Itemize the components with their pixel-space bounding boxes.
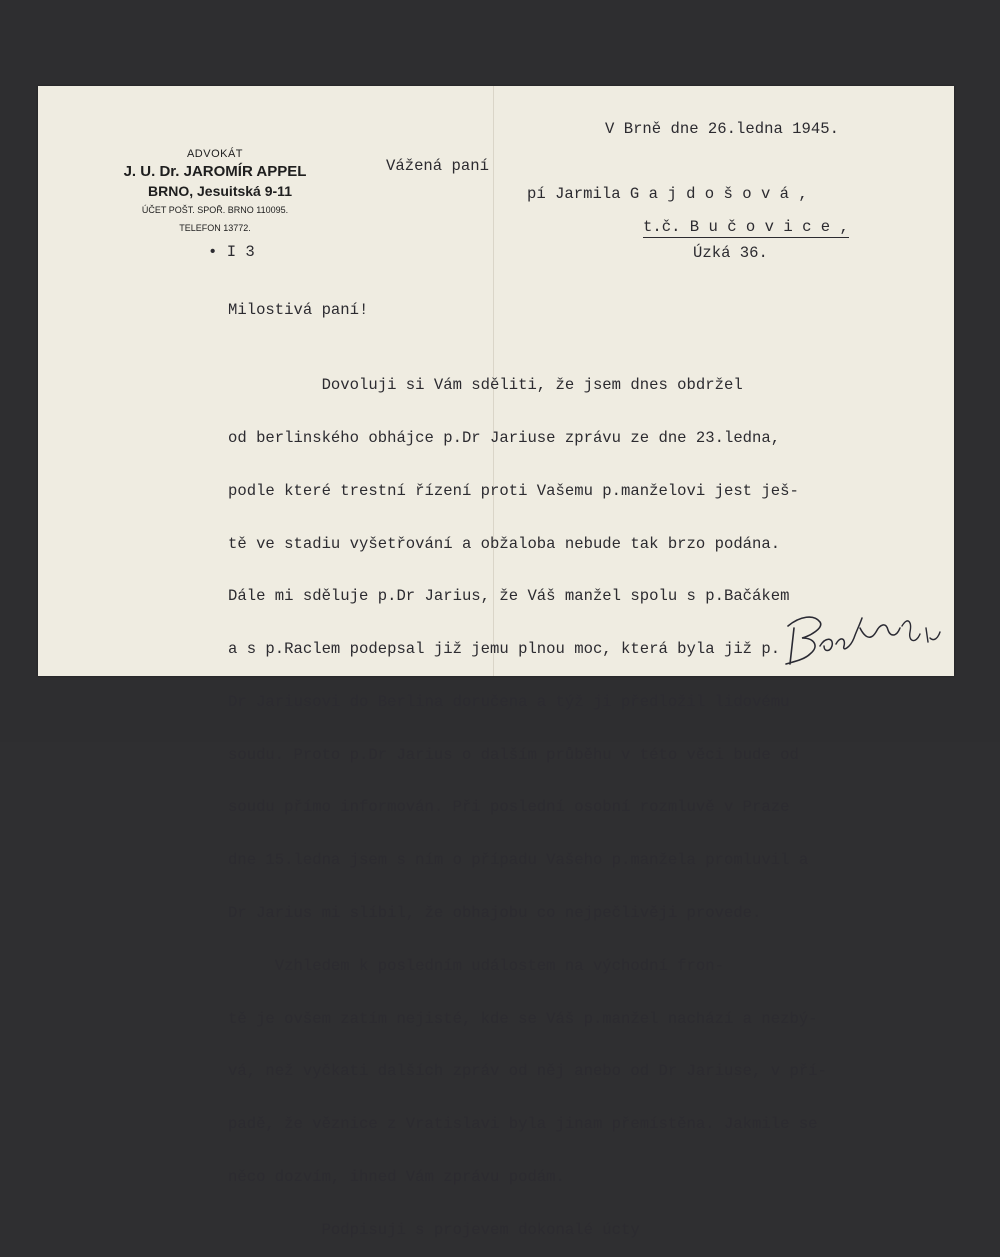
body-line: soudu přímo informován. Při poslední osobní rozmluvě v Praze (228, 798, 790, 817)
recipient-name: pí Jarmila G a j d o š o v á , (527, 185, 808, 203)
body-line: Dr Jariusovi do Berlina doručena a týž ji předložil lidovému (228, 692, 790, 711)
body-line: tě ve stadiu vyšetřování a obžaloba nebude tak brzo podána. (228, 534, 781, 553)
recipient-street: Úzká 36. (693, 244, 768, 262)
recipient-place (643, 219, 849, 236)
body-line: dne 15.ledna jsem s ním o případu Vašeho p.manžela promluvil a (228, 851, 809, 870)
salutation-top: Vážená paní (386, 157, 489, 175)
body-line: podle které trestní řízení proti Vašemu p.manželovi jest ješ- (228, 481, 799, 500)
body-line: Dovoluji si Vám sděliti, že jsem dnes obdržel (228, 376, 743, 395)
date-line: V Brně dne 26.ledna 1945. (605, 120, 839, 138)
body-line: Podpisuji s projevem dokonalé úcty (228, 1220, 640, 1239)
body-line: vá, než vyčkati dalších zpráv od něj anebo od Dr Jariuse, v pří- (228, 1062, 827, 1081)
body-line: Dr Jarius mi slíbil, že obhajobu co nejpečlivěji provede. (228, 904, 762, 922)
body-line: padě, že věznice z Vratislavi byla jinam přemístěna. Jakmile se (228, 1115, 818, 1134)
letter-body (228, 342, 827, 1257)
body-line: soudu. Proto p.Dr Jarius o dalším průběhu v této věci bude od (228, 745, 799, 764)
reference-number: • I 3 (208, 243, 255, 261)
letterhead-account: ÚČET POŠT. SPOŘ. BRNO 110095. (141, 205, 289, 215)
recipient-place-text: t.č. B u č o v i c e , (643, 218, 849, 236)
body-line: Vzhledem k posledním událostem na východní fron- (228, 956, 724, 975)
body-line: něco dozvím, ihned Vám zprávu podám. (228, 1167, 565, 1186)
letterhead-title: ADVOKÁT (186, 148, 244, 160)
letterhead-address: BRNO, Jesuitská 9-11 (148, 183, 292, 199)
letterhead-name: J. U. Dr. JAROMÍR APPEL (123, 163, 307, 180)
letterhead (90, 147, 340, 235)
body-line: od berlinského obhájce p.Dr Jariuse zprávu ze dne 23.ledna, (228, 428, 781, 447)
body-line: tě je ovšem zatím nejisté, kde se Váš p.manžel nachází a nezbý- (228, 1009, 818, 1028)
handwritten-signature (780, 598, 950, 670)
body-line: Dále mi sděluje p.Dr Jarius, že Váš manžel spolu s p.Bačákem (228, 587, 790, 606)
greeting: Milostivá paní! (228, 301, 369, 319)
body-line: a s p.Raclem podepsal již jemu plnou moc, která byla již p. (228, 640, 781, 659)
letterhead-phone: TELEFON 13772. (179, 223, 251, 233)
